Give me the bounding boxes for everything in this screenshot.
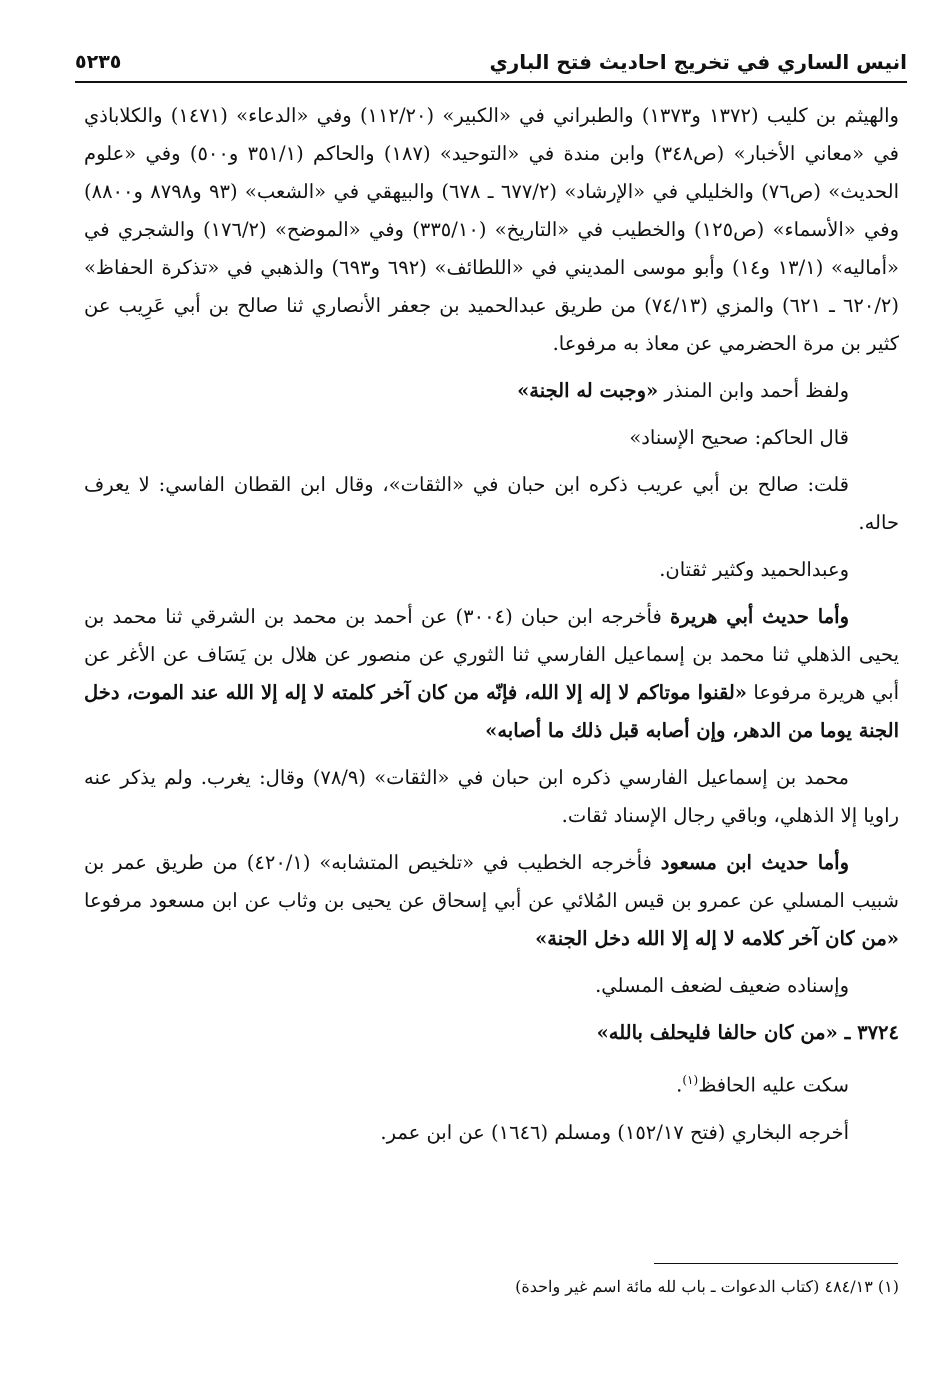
- text-run: فأخرجه الخطيب في «تلخيص المتشابه» (٤٢٠/١) من طريق عمر بن شبيب المسلي عن عمرو بن قيس المُلائي عن أبي إسحاق عن يحيى بن وثاب عن ابن مسعود مرفوعا: [84, 851, 899, 912]
- text-run: وإسناده ضعيف لضعف المسلي.: [595, 974, 849, 997]
- paragraph-thiqatan: [84, 551, 899, 589]
- paragraph-lafz: [84, 372, 899, 410]
- text-run: محمد بن إسماعيل الفارسي ذكره ابن حبان في «الثقات» (٧٨/٩) وقال: يغرب. ولم يذكر عنه راويا إلا الذهلي، وباقي رجال الإسناد ثقات.: [84, 766, 899, 827]
- text-run: فأخرجه ابن حبان (٣٠٠٤) عن أحمد بن محمد بن الشرقي ثنا محمد بن يحيى الذهلي ثنا محمد بن إسماعيل الفارسي ثنا الثوري عن منصور عن هلال بن يَسَاف عن الأغر عن أبي هريرة مرفوعا: [84, 605, 899, 704]
- bold-text: ٣٧٢٤ ـ «من كان حالفا فليحلف بالله»: [596, 1021, 899, 1044]
- hadith-heading-3724: [84, 1014, 899, 1052]
- paragraph-abu-hurayra: [84, 598, 899, 750]
- footnote-ref: (١): [682, 1073, 699, 1087]
- bold-text: «وجبت له الجنة»: [517, 379, 659, 402]
- header-rule: [75, 81, 907, 83]
- paragraph-isnad: [84, 967, 899, 1005]
- paragraph-qultu: [84, 466, 899, 542]
- bold-text: وأما حديث أبي هريرة: [669, 605, 849, 628]
- paragraph-farisi: [84, 759, 899, 835]
- paragraph-sakata: [84, 1061, 899, 1105]
- bold-text: «لقنوا موتاكم لا إله إلا الله، فإنّه من كان آخر كلمته لا إله إلا الله عند الموت، دخل الجنة يوما من الدهر، وإن أصابه قبل ذلك ما أصابه»: [84, 681, 899, 742]
- text-run: .: [676, 1073, 683, 1097]
- text-run: ولفظ أحمد وابن المنذر: [658, 379, 849, 402]
- page-number: ٥٢٣٥: [75, 51, 122, 73]
- paragraph-ibn-masud: [84, 844, 899, 958]
- paragraph-takhrij-muadh: [84, 97, 899, 363]
- main-text: [84, 97, 899, 1152]
- running-title: انيس الساري في تخريج احاديث فتح الباري: [489, 50, 907, 74]
- text-run: قلت: صالح بن أبي عريب ذكره ابن حبان في «الثقات»، وقال ابن القطان الفاسي: لا يعرف حاله.: [84, 473, 899, 534]
- text-run: والهيثم بن كليب (١٣٧٢ و١٣٧٣) والطبراني في «الكبير» (١١٢/٢٠) وفي «الدعاء» (١٤٧١) والكلاباذي في «معاني الأخبار» (ص٣٤٨) وابن مندة في «التوحيد» (١٨٧) والحاكم (٣٥١/١ و٥٠٠) وفي «علوم الحديث» (ص٧٦) والخليلي في «الإرشاد» (٦٧٧/٢ ـ ٦٧٨) والبيهقي في «الشعب» (٩٣ و٨٧٩٨ و٨٨٠٠) وفي «الأسماء» (ص١٢٥) والخطيب في «التاريخ» (٣٣٥/١٠) وفي «الموضح» (١٧٦/٢) والشجري في «أماليه» (١٣/١ و١٤) وأبو موسى المديني في «اللطائف» (٦٩٢ و٦٩٣) والذهبي في «تذكرة الحفاظ» (٦٢٠/٢ ـ ٦٢١) والمزي (٧٤/١٣) من طريق عبدالحميد بن جعفر الأنصاري ثنا صالح بن أبي عَرِيب عن كثير بن مرة الحضرمي عن معاذ به مرفوعا.: [84, 104, 900, 355]
- text-run: سكت عليه الحافظ: [698, 1073, 849, 1097]
- bold-text: وأما حديث ابن مسعود: [660, 851, 849, 874]
- text-run: أخرجه البخاري (فتح ١٥٢/١٧) ومسلم (١٦٤٦) عن ابن عمر.: [380, 1120, 849, 1144]
- paragraph-hakim: [84, 419, 899, 457]
- footnote-rule: [654, 1263, 898, 1264]
- text-run: وعبدالحميد وكثير ثقتان.: [659, 558, 849, 581]
- text-run: قال الحاكم: صحيح الإسناد»: [629, 426, 849, 449]
- page-header: [75, 42, 907, 82]
- paragraph-bukhari: [84, 1114, 899, 1152]
- footnote: (١) ٤٨٤/١٣ (كتاب الدعوات ـ باب لله مائة اسم غير واحدة): [515, 1277, 899, 1296]
- bold-text: «من كان آخر كلامه لا إله إلا الله دخل الجنة»: [535, 927, 899, 950]
